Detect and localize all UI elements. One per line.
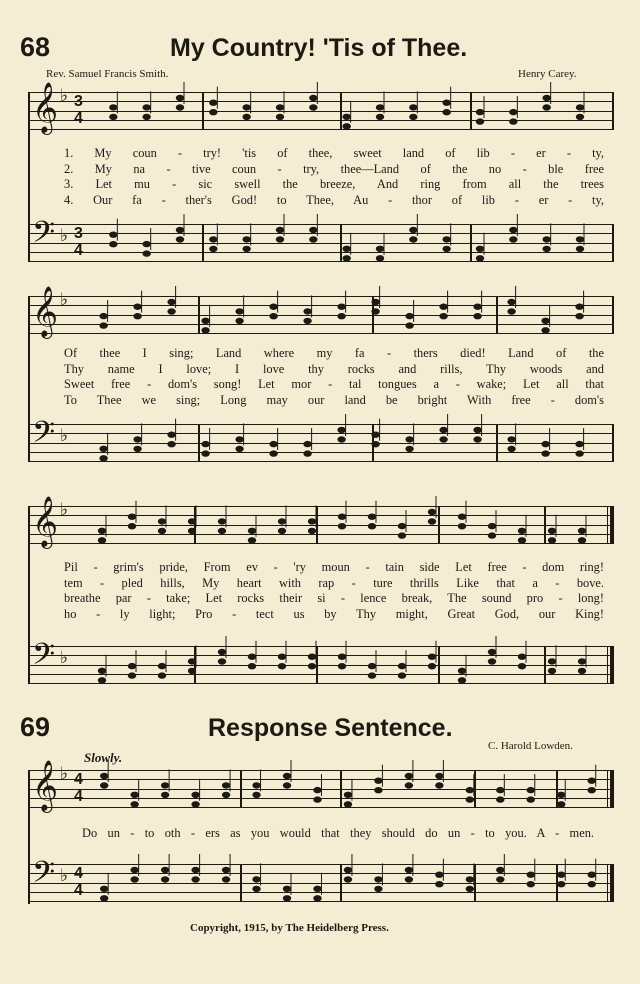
note-head	[578, 537, 586, 543]
note-head	[338, 523, 346, 529]
note-head	[278, 518, 286, 524]
note-head	[209, 236, 217, 242]
note-head	[167, 308, 175, 314]
note-head	[269, 304, 277, 310]
note-head	[376, 255, 384, 261]
note-head	[368, 523, 376, 529]
note-head	[158, 518, 166, 524]
note-head	[405, 313, 413, 319]
note-head	[109, 241, 117, 247]
flat-icon: ♭	[60, 226, 69, 246]
note-head	[235, 308, 243, 314]
note-head	[191, 867, 199, 873]
flat-icon: ♭	[60, 648, 69, 668]
note-head	[458, 514, 466, 520]
note-head	[576, 246, 584, 252]
note-head	[409, 104, 417, 110]
note-head	[158, 528, 166, 534]
note-head	[439, 304, 447, 310]
treble-clef-icon: 𝄞	[32, 496, 59, 547]
note-head	[161, 867, 169, 873]
note-head	[548, 537, 556, 543]
note-head	[576, 236, 584, 242]
note-head	[109, 104, 117, 110]
treble-clef-icon: 𝄞	[32, 82, 59, 133]
flat-icon: ♭	[60, 500, 69, 520]
note-head	[507, 446, 515, 452]
bass-clef-icon: 𝄢	[32, 416, 56, 457]
note-head	[405, 436, 413, 442]
lyric-line: Thy name I love; I love thy rocks and rills, Thy woods and	[64, 361, 604, 376]
note-head	[588, 778, 596, 784]
music-credit: C. Harold Lowden.	[488, 740, 573, 752]
note-head	[242, 236, 250, 242]
note-head	[142, 241, 150, 247]
note-head	[466, 787, 474, 793]
note-head	[376, 114, 384, 120]
note-head	[405, 773, 413, 779]
note-head	[458, 668, 466, 674]
note-head	[442, 246, 450, 252]
note-head	[269, 450, 277, 456]
note-head	[342, 246, 350, 252]
note-head	[435, 872, 443, 878]
note-head	[458, 677, 466, 683]
note-head	[405, 446, 413, 452]
note-head	[409, 236, 417, 242]
note-head	[191, 801, 199, 807]
note-head	[575, 313, 583, 319]
note-head	[557, 881, 565, 887]
note-head	[308, 528, 316, 534]
note-head	[283, 886, 291, 892]
note-head	[398, 663, 406, 669]
note-head	[276, 114, 284, 120]
note-head	[588, 881, 596, 887]
lyric-line: To Thee we sing; Long may our land be bright With free - dom's	[64, 392, 604, 407]
note-head	[527, 787, 535, 793]
note-head	[191, 876, 199, 882]
note-head	[99, 446, 107, 452]
note-head	[442, 236, 450, 242]
note-head	[337, 427, 345, 433]
time-signature: 3 4	[74, 225, 83, 259]
note-head	[548, 658, 556, 664]
note-head	[167, 432, 175, 438]
note-head	[235, 436, 243, 442]
note-head	[576, 104, 584, 110]
note-head	[109, 114, 117, 120]
time-signature: 4 4	[74, 865, 83, 899]
note-head	[248, 537, 256, 543]
note-head	[191, 792, 199, 798]
note-head	[276, 236, 284, 242]
note-head	[252, 876, 260, 882]
note-head	[557, 872, 565, 878]
note-head	[278, 663, 286, 669]
note-head	[466, 886, 474, 892]
note-head	[313, 886, 321, 892]
note-head	[578, 668, 586, 674]
note-head	[313, 796, 321, 802]
note-head	[201, 441, 209, 447]
note-head	[518, 654, 526, 660]
note-head	[248, 654, 256, 660]
note-head	[167, 441, 175, 447]
note-head	[541, 441, 549, 447]
note-head	[100, 782, 108, 788]
hymn-title: My Country! 'Tis of Thee.	[170, 34, 468, 62]
note-head	[130, 876, 138, 882]
note-head	[269, 313, 277, 319]
note-head	[242, 114, 250, 120]
note-head	[578, 658, 586, 664]
note-head	[130, 867, 138, 873]
note-head	[368, 514, 376, 520]
note-head	[458, 523, 466, 529]
time-signature: 4 4	[74, 771, 83, 805]
note-head	[496, 876, 504, 882]
flat-icon: ♭	[60, 866, 69, 886]
note-head	[488, 532, 496, 538]
note-head	[201, 318, 209, 324]
note-head	[128, 523, 136, 529]
note-head	[188, 518, 196, 524]
note-head	[303, 308, 311, 314]
note-head	[222, 792, 230, 798]
note-head	[142, 250, 150, 256]
note-head	[575, 450, 583, 456]
note-head	[588, 872, 596, 878]
note-head	[576, 114, 584, 120]
lyric-line: ho - ly light; Pro - tect us by Thy might, Great God, our King!	[64, 606, 604, 621]
note-head	[344, 801, 352, 807]
note-head	[509, 227, 517, 233]
note-head	[466, 876, 474, 882]
note-head	[188, 658, 196, 664]
treble-clef-icon: 𝄞	[32, 760, 59, 811]
lyric-line: 1. My coun - try! 'tis of thee, sweet land of lib - er - ty,	[64, 146, 604, 160]
words-credit: Rev. Samuel Francis Smith.	[46, 68, 169, 80]
note-head	[488, 658, 496, 664]
time-signature: 3 4	[74, 93, 83, 127]
note-head	[309, 104, 317, 110]
note-head	[161, 876, 169, 882]
note-head	[176, 227, 184, 233]
note-head	[507, 308, 515, 314]
response-lyrics: Do un - to oth - ers as you would that they should do un - to you. A - men.	[82, 826, 594, 840]
note-head	[488, 649, 496, 655]
note-head	[428, 654, 436, 660]
note-head	[575, 304, 583, 310]
note-head	[374, 787, 382, 793]
hymn-number: 69	[20, 712, 51, 742]
note-head	[130, 801, 138, 807]
note-head	[488, 523, 496, 529]
note-head	[374, 876, 382, 882]
note-head	[308, 663, 316, 669]
note-head	[130, 792, 138, 798]
note-head	[476, 109, 484, 115]
note-head	[133, 313, 141, 319]
note-head	[98, 668, 106, 674]
music-credit: Henry Carey.	[518, 68, 577, 80]
note-head	[541, 450, 549, 456]
note-head	[218, 658, 226, 664]
note-head	[466, 796, 474, 802]
note-head	[218, 518, 226, 524]
note-head	[344, 867, 352, 873]
note-head	[100, 895, 108, 901]
note-head	[527, 796, 535, 802]
note-head	[128, 663, 136, 669]
note-head	[473, 313, 481, 319]
note-head	[303, 441, 311, 447]
lyric-line: 2. My na - tive coun - try, thee—Land of the no - ble free	[64, 161, 604, 176]
note-head	[188, 668, 196, 674]
note-head	[235, 318, 243, 324]
note-head	[541, 318, 549, 324]
hymn-number: 68	[20, 32, 51, 62]
note-head	[309, 236, 317, 242]
note-head	[439, 313, 447, 319]
note-head	[344, 876, 352, 882]
note-head	[303, 318, 311, 324]
lyric-line: Pil - grim's pride, From ev - 'ry moun - tain side Let free - dom ring!	[64, 560, 604, 574]
note-head	[518, 537, 526, 543]
bass-clef-icon: 𝄢	[32, 638, 56, 679]
bass-clef-icon: 𝄢	[32, 216, 56, 257]
note-head	[542, 95, 550, 101]
note-head	[509, 109, 517, 115]
note-head	[218, 528, 226, 534]
note-head	[575, 441, 583, 447]
flat-icon: ♭	[60, 426, 69, 446]
note-head	[283, 782, 291, 788]
note-head	[201, 450, 209, 456]
note-head	[578, 528, 586, 534]
note-head	[428, 663, 436, 669]
note-head	[405, 322, 413, 328]
note-head	[98, 677, 106, 683]
flat-icon: ♭	[60, 86, 69, 106]
bass-clef-icon: 𝄢	[32, 856, 56, 897]
note-head	[252, 792, 260, 798]
lyric-line: Sweet free - dom's song! Let mor - tal tongues a - wake; Let all that	[64, 377, 604, 392]
note-head	[374, 886, 382, 892]
note-head	[176, 104, 184, 110]
note-head	[476, 255, 484, 261]
note-head	[242, 104, 250, 110]
note-head	[368, 663, 376, 669]
note-head	[409, 227, 417, 233]
note-head	[98, 528, 106, 534]
note-head	[342, 255, 350, 261]
note-head	[473, 304, 481, 310]
note-head	[158, 663, 166, 669]
note-head	[518, 528, 526, 534]
note-head	[309, 227, 317, 233]
note-head	[371, 441, 379, 447]
note-head	[209, 246, 217, 252]
note-head	[133, 304, 141, 310]
note-head	[442, 109, 450, 115]
note-head	[405, 876, 413, 882]
note-head	[283, 773, 291, 779]
note-head	[133, 446, 141, 452]
note-head	[176, 236, 184, 242]
treble-clef-icon: 𝄞	[32, 286, 59, 337]
note-head	[376, 246, 384, 252]
note-head	[128, 514, 136, 520]
note-head	[376, 104, 384, 110]
note-head	[476, 246, 484, 252]
note-head	[209, 109, 217, 115]
note-head	[435, 782, 443, 788]
note-head	[371, 308, 379, 314]
note-head	[222, 782, 230, 788]
lyric-line: Of thee I sing; Land where my fa - thers died! Land of the	[64, 346, 604, 360]
note-head	[337, 436, 345, 442]
note-head	[308, 654, 316, 660]
note-head	[338, 663, 346, 669]
note-head	[209, 100, 217, 106]
note-head	[128, 672, 136, 678]
note-head	[303, 450, 311, 456]
note-head	[313, 787, 321, 793]
note-head	[109, 232, 117, 238]
note-head	[201, 327, 209, 333]
note-head	[248, 663, 256, 669]
note-head	[158, 672, 166, 678]
note-head	[541, 327, 549, 333]
note-head	[371, 432, 379, 438]
note-head	[557, 801, 565, 807]
copyright-notice: Copyright, 1915, by The Heidelberg Press.	[190, 922, 389, 934]
note-head	[176, 95, 184, 101]
note-head	[473, 427, 481, 433]
note-head	[161, 792, 169, 798]
note-head	[99, 455, 107, 461]
note-head	[222, 867, 230, 873]
lyric-line: breathe par - take; Let rocks their si - lence break, The sound pro - long!	[64, 591, 604, 606]
note-head	[588, 787, 596, 793]
note-head	[542, 104, 550, 110]
note-head	[428, 518, 436, 524]
note-head	[276, 227, 284, 233]
note-head	[496, 796, 504, 802]
note-head	[222, 876, 230, 882]
note-head	[439, 436, 447, 442]
note-head	[507, 436, 515, 442]
note-head	[548, 668, 556, 674]
lyric-line: tem - pled hills, My heart with rap - ture thrills Like that a - bove.	[64, 575, 604, 590]
note-head	[473, 436, 481, 442]
note-head	[248, 528, 256, 534]
note-head	[344, 792, 352, 798]
note-head	[442, 100, 450, 106]
note-head	[509, 236, 517, 242]
note-head	[476, 118, 484, 124]
note-head	[542, 246, 550, 252]
note-head	[428, 509, 436, 515]
note-head	[188, 528, 196, 534]
note-head	[278, 654, 286, 660]
note-head	[338, 654, 346, 660]
note-head	[398, 523, 406, 529]
note-head	[278, 528, 286, 534]
note-head	[342, 114, 350, 120]
note-head	[409, 114, 417, 120]
flat-icon: ♭	[60, 764, 69, 784]
flat-icon: ♭	[60, 290, 69, 310]
note-head	[235, 446, 243, 452]
note-head	[368, 672, 376, 678]
note-head	[398, 672, 406, 678]
note-head	[283, 895, 291, 901]
note-head	[269, 441, 277, 447]
note-head	[276, 104, 284, 110]
note-head	[509, 118, 517, 124]
note-head	[142, 104, 150, 110]
note-head	[527, 881, 535, 887]
note-head	[548, 528, 556, 534]
note-head	[374, 778, 382, 784]
note-head	[439, 427, 447, 433]
note-head	[337, 304, 345, 310]
hymn-title: Response Sentence.	[208, 714, 453, 742]
note-head	[496, 787, 504, 793]
note-head	[507, 299, 515, 305]
note-head	[557, 792, 565, 798]
note-head	[435, 881, 443, 887]
note-head	[252, 886, 260, 892]
note-head	[405, 782, 413, 788]
note-head	[342, 123, 350, 129]
note-head	[313, 895, 321, 901]
note-head	[518, 663, 526, 669]
note-head	[98, 537, 106, 543]
note-head	[167, 299, 175, 305]
note-head	[242, 246, 250, 252]
note-head	[100, 773, 108, 779]
note-head	[542, 236, 550, 242]
note-head	[405, 867, 413, 873]
note-head	[142, 114, 150, 120]
note-head	[99, 313, 107, 319]
lyric-line: 3. Let mu - sic swell the breeze, And ring from all the trees	[64, 177, 604, 192]
tempo-marking: Slowly.	[84, 750, 123, 765]
note-head	[161, 782, 169, 788]
note-head	[371, 299, 379, 305]
note-head	[218, 649, 226, 655]
note-head	[99, 322, 107, 328]
note-head	[337, 313, 345, 319]
note-head	[308, 518, 316, 524]
note-head	[398, 532, 406, 538]
note-head	[496, 867, 504, 873]
note-head	[100, 886, 108, 892]
note-head	[338, 514, 346, 520]
note-head	[309, 95, 317, 101]
note-head	[527, 872, 535, 878]
lyric-line: 4. Our fa - ther's God! to Thee, Au - thor of lib - er - ty,	[64, 192, 604, 207]
note-head	[133, 436, 141, 442]
note-head	[435, 773, 443, 779]
note-head	[252, 782, 260, 788]
